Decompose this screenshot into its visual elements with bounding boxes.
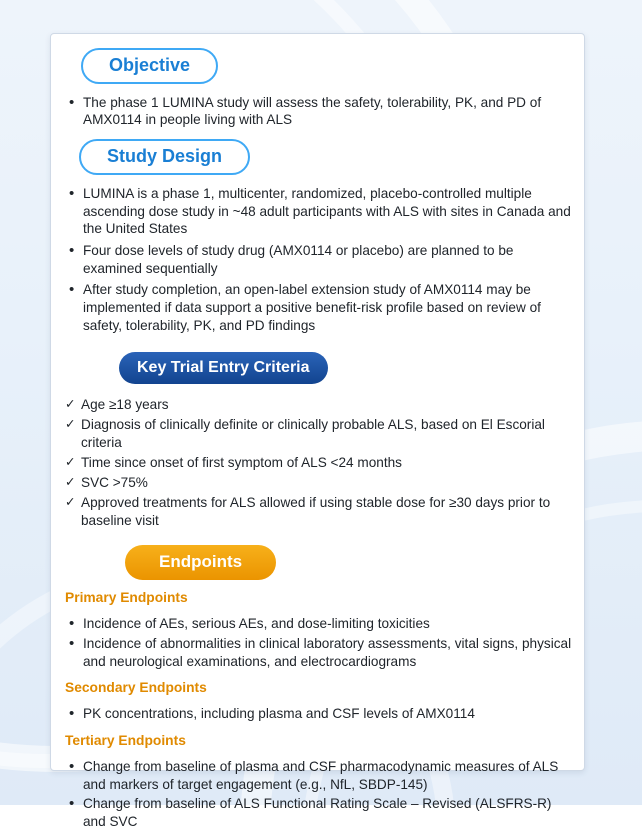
study-design-bullet-list <box>65 185 574 334</box>
key-trial-entry-criteria-title-pill: Key Trial Entry Criteria <box>119 352 328 384</box>
objective-section-header <box>65 48 574 84</box>
secondary-endpoints-label: Secondary Endpoints <box>65 680 207 696</box>
list-item: • After study completion, an open-label extension study of AMX0114 may be implemented if data support a positive benefit-risk profile based on review of safety, tolerability, PK, and PD findings <box>65 281 574 334</box>
list-item: • Change from baseline of ALS Functional Rating Scale – Revised (ALSFRS-R) and SVC <box>65 795 574 830</box>
list-item: • Four dose levels of study drug (AMX0114 or placebo) are planned to be examined sequentially <box>65 242 574 277</box>
primary-endpoints-label: Primary Endpoints <box>65 590 188 606</box>
list-item: • PK concentrations, including plasma and CSF levels of AMX0114 <box>65 705 574 723</box>
list-item: • The phase 1 LUMINA study will assess the safety, tolerability, PK, and PD of AMX0114 in people living with ALS <box>65 94 574 129</box>
secondary-endpoints-list <box>65 705 574 723</box>
study-design-section-header <box>65 139 574 175</box>
key-trial-entry-criteria-section-header <box>65 352 574 384</box>
list-item: • LUMINA is a phase 1, multicenter, randomized, placebo-controlled multiple ascending dose study in ~48 adult participants with ALS with sites in Canada and the United States <box>65 185 574 238</box>
objective-title-pill: Objective <box>81 48 218 84</box>
list-item: • Incidence of AEs, serious AEs, and dose-limiting toxicities <box>65 615 574 633</box>
primary-endpoints-list <box>65 615 574 670</box>
objective-bullet-list <box>65 94 574 129</box>
content-card <box>50 33 585 829</box>
list-item: ✓ Approved treatments for ALS allowed if using stable dose for ≥30 days prior to baseline visit <box>65 494 574 530</box>
list-item: ✓ Time since onset of first symptom of ALS <24 months <box>65 454 574 472</box>
list-item: ✓ SVC >75% <box>65 474 574 492</box>
list-item: ✓ Diagnosis of clinically definite or clinically probable ALS, based on El Escorial criteria <box>65 416 574 452</box>
key-trial-entry-criteria-list <box>65 396 574 530</box>
study-design-title-pill: Study Design <box>79 139 250 175</box>
endpoints-section-header <box>65 545 574 580</box>
tertiary-endpoints-list <box>65 758 574 831</box>
tertiary-endpoints-label: Tertiary Endpoints <box>65 732 186 748</box>
list-item: • Change from baseline of plasma and CSF pharmacodynamic measures of ALS and markers of target engagement (e.g., NfL, SBDP-145) <box>65 758 574 793</box>
list-item: ✓ Age ≥18 years <box>65 396 574 414</box>
list-item: • Incidence of abnormalities in clinical laboratory assessments, vital signs, physical and neurological examinations, and electrocardiograms <box>65 635 574 670</box>
endpoints-title-pill: Endpoints <box>125 545 276 580</box>
